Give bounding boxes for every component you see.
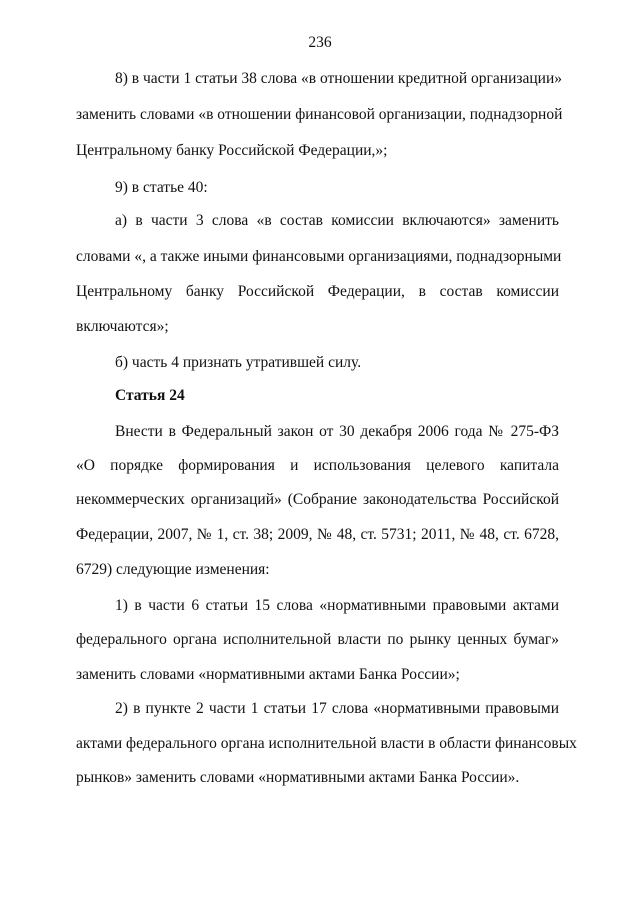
page-number: 236 [308, 34, 332, 51]
text-line: заменить словами «нормативными актами Банка России»; [76, 666, 460, 683]
article-heading: Статья 24 [115, 387, 185, 404]
text-line: Центральному банку Российской Федерации, в состав комиссии [76, 283, 559, 300]
text-line: словами «, а также иными финансовыми организациями, поднадзорными [76, 248, 562, 265]
text-line: «О порядке формирования и использования целевого капитала [76, 457, 559, 474]
text-line: федерального органа исполнительной власти по рынку ценных бумаг» [76, 631, 559, 648]
text-line: Центральному банку Российской Федерации,»; [76, 142, 388, 159]
text-line: 1) в части 6 статьи 15 слова «нормативными правовыми актами [115, 597, 559, 614]
text-line: б) часть 4 признать утратившей силу. [115, 354, 362, 371]
text-line: 6729) следующие изменения: [76, 561, 270, 578]
text-line: 2) в пункте 2 части 1 статьи 17 слова «нормативными правовыми [115, 700, 559, 717]
text-line: включаются»; [76, 318, 169, 335]
text-line: некоммерческих организаций» (Собрание законодательства Российской [76, 491, 559, 508]
text-line: рынков» заменить словами «нормативными актами Банка России». [76, 769, 520, 786]
text-line: заменить словами «в отношении финансовой организации, поднадзорной [76, 106, 563, 123]
text-line: 8) в части 1 статьи 38 слова «в отношении кредитной организации» [115, 70, 563, 87]
text-line: Внести в Федеральный закон от 30 декабря 2006 года № 275-ФЗ [115, 423, 559, 440]
text-line: Федерации, 2007, № 1, ст. 38; 2009, № 48, ст. 5731; 2011, № 48, ст. 6728, [76, 526, 559, 543]
text-line: актами федерального органа исполнительной власти в области финансовых [76, 735, 577, 752]
text-line: 9) в статье 40: [115, 179, 208, 196]
text-line: а) в части 3 слова «в состав комиссии включаются» заменить [115, 212, 559, 229]
